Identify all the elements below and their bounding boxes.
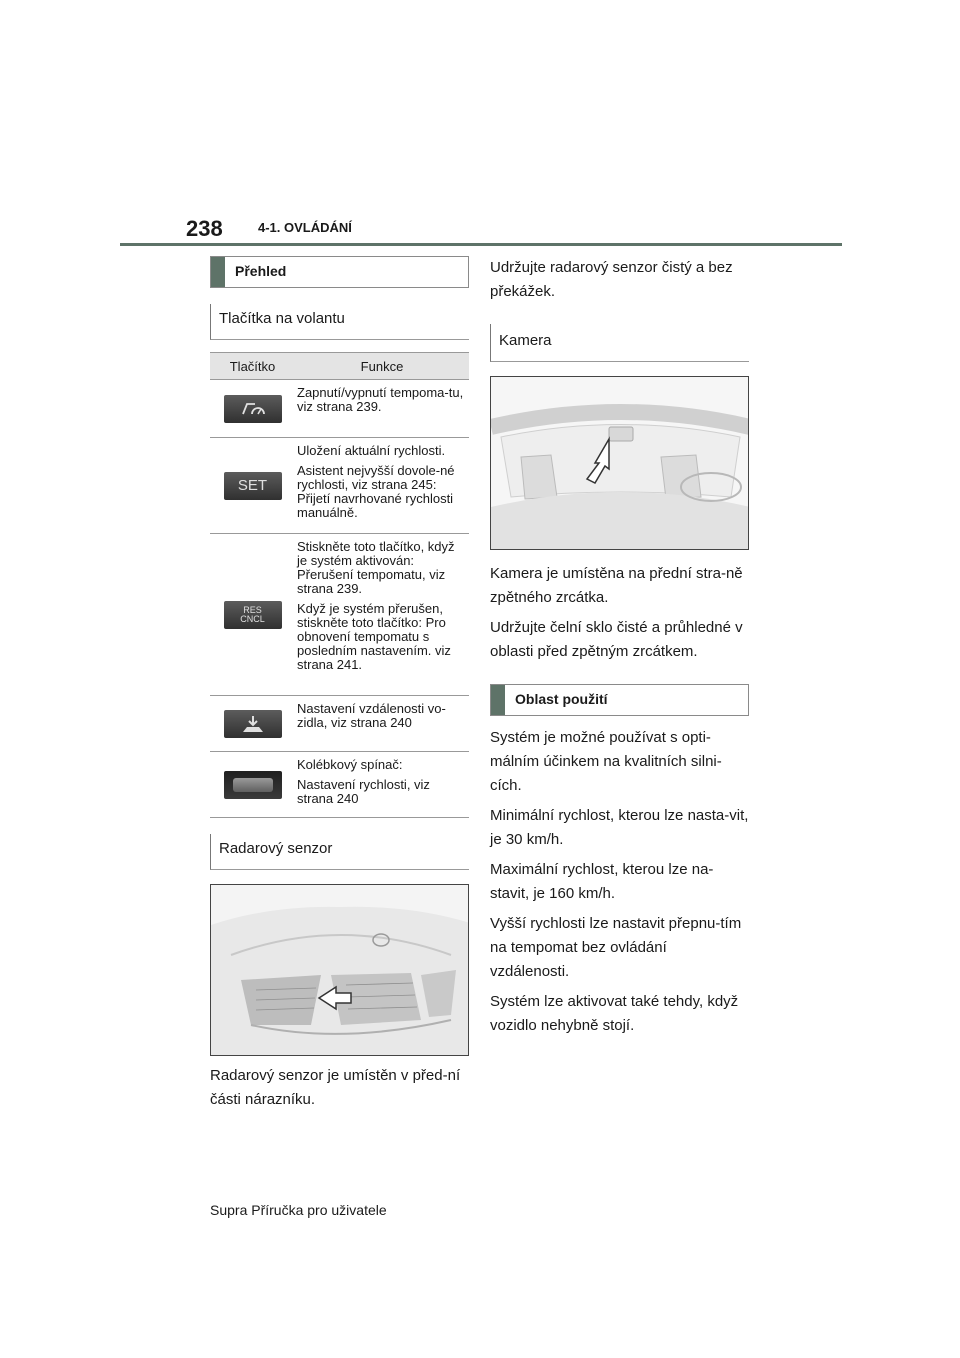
camera-paragraph: Udržujte čelní sklo čisté a průhledné v oblasti před zpětným zrcátkem.: [490, 619, 743, 660]
footer-text: Supra Příručka pro uživatele: [210, 1202, 387, 1218]
icon-cell: [210, 696, 295, 751]
right-column: [490, 256, 749, 1038]
radar-sensor-figure: [210, 884, 469, 1056]
function-text: Nastavení vzdálenosti vo-zidla, viz strana 240: [297, 701, 446, 730]
heading-marker: [211, 257, 225, 287]
distance-setting-icon: [224, 710, 282, 738]
usage-paragraph: Systém lze aktivovat také tehdy, když vozidlo nehybně stojí.: [490, 993, 739, 1034]
icon-cell: [210, 438, 295, 533]
camera-figure: [490, 376, 749, 550]
table-row: [210, 438, 469, 534]
function-text: Když je systém přerušen, stiskněte toto tlačítko: Pro obnovení tempomatu s posledním nastavením. viz strana 241.: [297, 601, 451, 672]
usage-paragraph: Systém je možné používat s opti-málním účinkem na kvalitních silni-cích.: [490, 729, 722, 794]
page-number: 238: [186, 216, 223, 241]
usage-paragraph: Maximální rychlost, kterou lze na-stavit, je 160 km/h.: [490, 861, 714, 902]
table-row: [210, 752, 469, 818]
icon-cell: [210, 380, 295, 437]
function-text: Kolébkový spínač:: [297, 757, 403, 772]
icon-cell: [210, 752, 295, 817]
table-row: [210, 696, 469, 752]
function-cell: [295, 534, 469, 695]
table-row: [210, 380, 469, 438]
usage-paragraph: Vyšší rychlosti lze nastavit přepnu-tím na tempomat bez ovládání vzdálenosti.: [490, 915, 742, 980]
cruise-control-icon: [224, 395, 282, 423]
header-rule: [120, 243, 842, 246]
heading-marker: [491, 685, 505, 715]
rocker-switch-icon: [224, 771, 282, 799]
function-cell: [295, 380, 469, 437]
usage-heading-box: [490, 684, 749, 716]
overview-heading: Přehled: [235, 263, 287, 279]
icon-cell: [210, 534, 295, 695]
section-label: 4-1. OVLÁDÁNÍ: [258, 220, 352, 235]
camera-heading: Kamera: [490, 324, 749, 362]
set-button-icon: SET: [224, 472, 282, 500]
radar-caption: Radarový senzor je umístěn v před-ní části nárazníku.: [210, 1067, 461, 1108]
function-text: Zapnutí/vypnutí tempoma-tu, viz strana 239.: [297, 385, 464, 414]
usage-paragraph: Minimální rychlost, kterou lze nasta-vit, je 30 km/h.: [490, 807, 749, 848]
function-text: Stiskněte toto tlačítko, když je systém aktivován: Přerušení tempomatu, viz strana 239.: [297, 539, 455, 596]
radar-heading: Radarový senzor: [210, 834, 469, 870]
res-cncl-button-icon: RES CNCL: [224, 601, 282, 629]
usage-heading: Oblast použití: [515, 691, 608, 707]
function-text: Nastavení rychlosti, viz strana 240: [297, 777, 430, 806]
camera-paragraph: Kamera je umístěna na přední stra-ně zpětného zrcátka.: [490, 565, 743, 606]
buttons-table: [210, 352, 469, 818]
radar-keep-clean: Udržujte radarový senzor čistý a bez překážek.: [490, 259, 733, 300]
function-cell: [295, 696, 469, 751]
table-row: [210, 534, 469, 696]
table-header: [210, 352, 469, 380]
wheel-buttons-heading: Tlačítka na volantu: [210, 304, 469, 340]
left-column: [210, 256, 469, 1112]
col-header-function: Funkce: [360, 358, 404, 374]
col-header-button: Tlačítko: [229, 358, 276, 374]
function-text: Asistent nejvyšší dovole-né rychlosti, viz strana 245: Přijetí navrhované rychlosti manuálně.: [297, 463, 455, 520]
function-cell: [295, 438, 469, 533]
function-text: Uložení aktuální rychlosti.: [297, 443, 446, 458]
overview-heading-box: [210, 256, 469, 288]
function-cell: [295, 752, 469, 817]
